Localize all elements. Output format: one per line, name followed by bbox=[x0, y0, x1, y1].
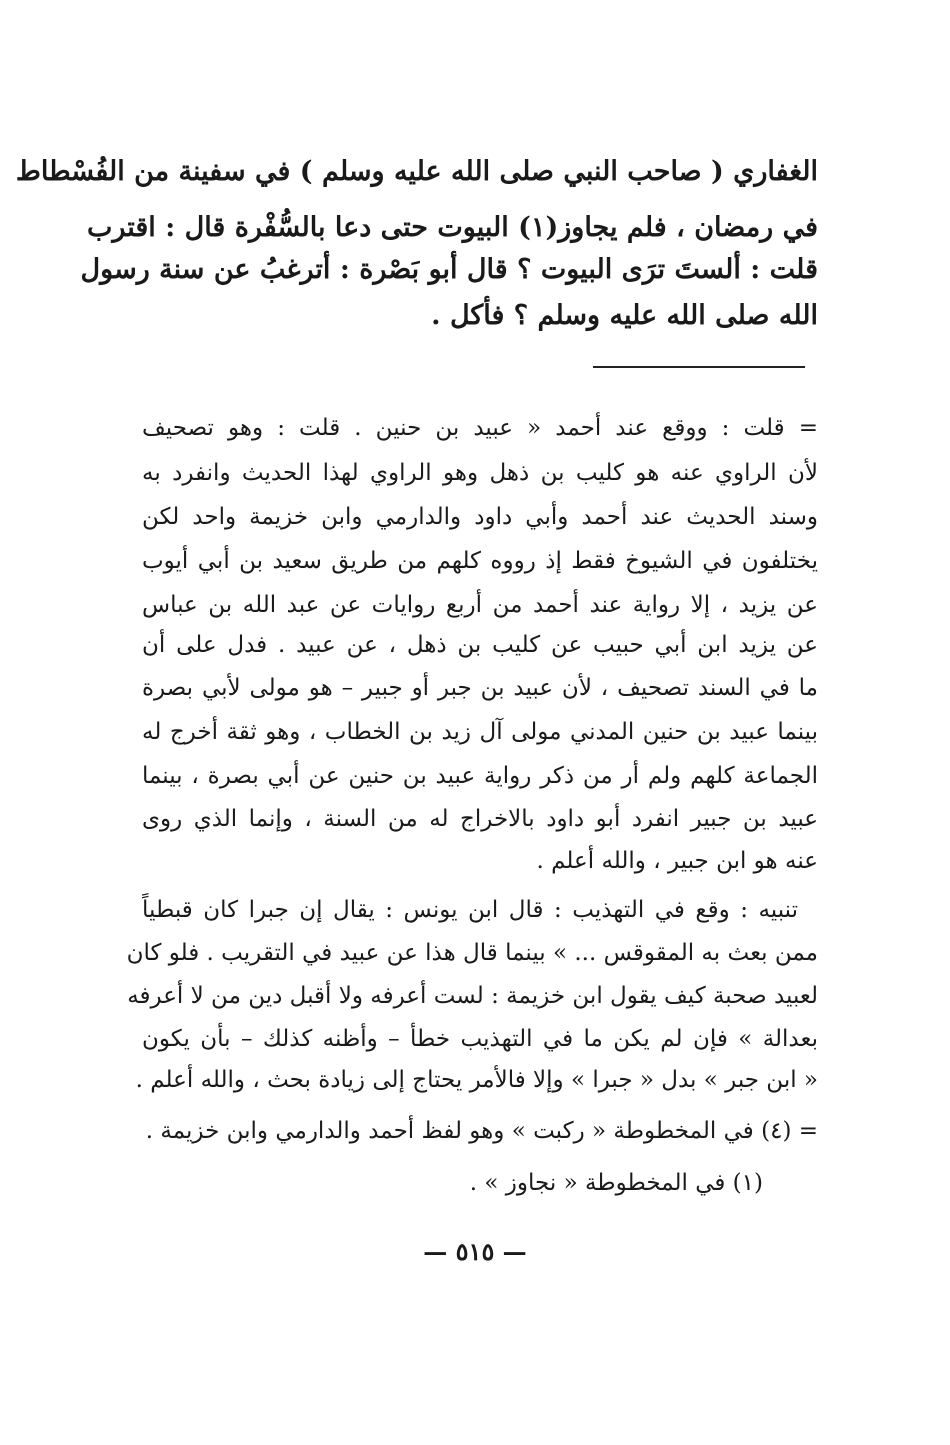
main-text-line-4: الله صلى الله عليه وسلم ؟ فأكل . bbox=[431, 300, 818, 331]
footnote-line-6: عن يزيد ابن أبي حبيب عن كليب بن ذهل ، عن عبيد . فدل على أن bbox=[142, 632, 818, 658]
tanbih-line-4: بعدالة » فإن لم يكن ما في التهذيب خطأ – وأظنه كذلك – بأن يكون bbox=[142, 1026, 818, 1052]
footnote-line-4: يختلفون في الشيوخ فقط إذ رووه كلهم من طريق سعيد بن أبي أيوب bbox=[142, 548, 818, 574]
footnote-line-10: عبيد بن جبير انفرد أبو داود بالاخراج له من السنة ، وإنما الذي روى bbox=[142, 806, 818, 832]
footnote-line-3: وسند الحديث عند أحمد وأبي داود والدارمي وابن خزيمة واحد لكن bbox=[142, 504, 818, 530]
footnote-divider bbox=[593, 366, 805, 368]
tanbih-line-2: ممن بعث به المقوقس ... » بينما قال هذا عن عبيد في التقريب . فلو كان bbox=[126, 940, 818, 966]
footnote-4: = (٤) في المخطوطة « ركبت » وهو لفظ أحمد والدارمي وابن خزيمة . bbox=[145, 1118, 818, 1144]
footnote-line-8: بينما عبيد بن حنين المدني مولى آل زيد بن الخطاب ، وهو ثقة أخرج له bbox=[142, 719, 818, 745]
main-text-line-1: الغفاري ( صاحب النبي صلى الله عليه وسلم ) في سفينة من الفُسْطاط bbox=[15, 156, 818, 187]
footnote-line-11: عنه هو ابن جبير ، والله أعلم . bbox=[536, 848, 818, 874]
footnote-line-2: لأن الراوي عنه هو كليب بن ذهل وهو الراوي لهذا الحديث وانفرد به bbox=[142, 460, 818, 486]
footnote-line-7: ما في السند تصحيف ، لأن عبيد بن جبر أو جبير – هو مولى لأبي بصرة bbox=[142, 675, 818, 701]
footnote-1: (١) في المخطوطة « نجاوز » . bbox=[469, 1170, 763, 1196]
tanbih-line-1: تنبيه : وقع في التهذيب : قال ابن يونس : يقال إن جبرا كان قبطياً bbox=[142, 897, 798, 923]
footnote-line-9: الجماعة كلهم ولم أر من ذكر رواية عبيد بن حنين عن أبي بصرة ، بينما bbox=[142, 763, 818, 789]
page-number: — ٥١٥ — bbox=[423, 1237, 527, 1266]
footnote-line-1: = قلت : ووقع عند أحمد « عبيد بن حنين . قلت : وهو تصحيف bbox=[142, 415, 818, 441]
main-text-line-2: في رمضان ، فلم يجاوز(١) البيوت حتى دعا بالسُّفْرة قال : اقترب bbox=[86, 212, 818, 243]
main-text-line-3: قلت : ألستَ ترَى البيوت ؟ قال أبو بَصْرة : أترغبُ عن سنة رسول bbox=[80, 254, 818, 285]
tanbih-line-5: « ابن جبر » بدل « جبرا » وإلا فالأمر يحتاج إلى زيادة بحث ، والله أعلم . bbox=[135, 1067, 818, 1093]
footnote-line-5: عن يزيد ، إلا رواية عند أحمد من أربع روايات عن عبد الله بن عباس bbox=[142, 592, 818, 618]
tanbih-line-3: لعبيد صحبة كيف يقول ابن خزيمة : لست أعرفه ولا أقبل دين من لا أعرفه bbox=[127, 983, 818, 1009]
